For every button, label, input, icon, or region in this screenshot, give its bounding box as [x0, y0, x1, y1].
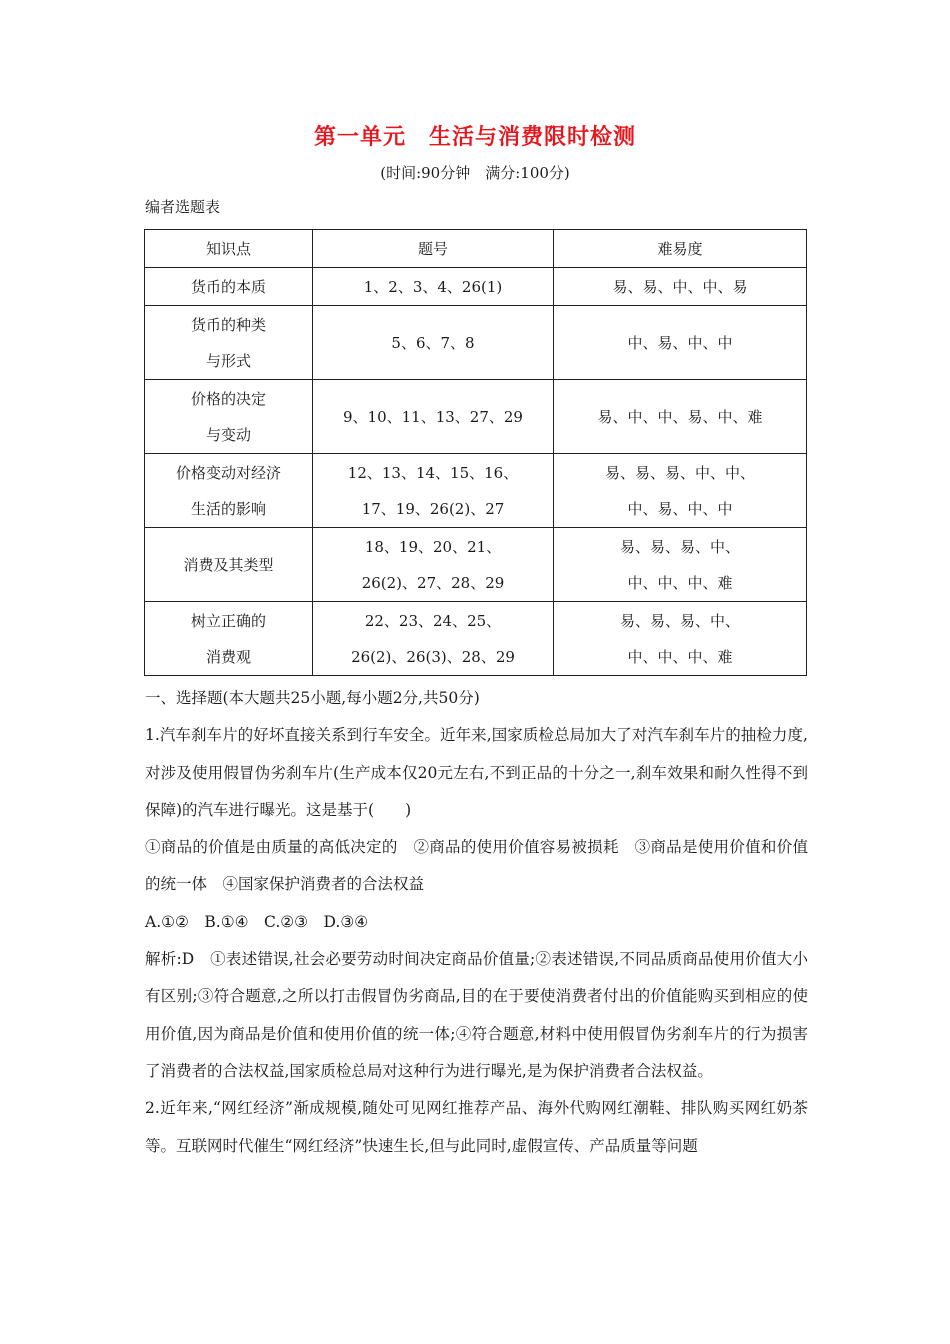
question-numbers-cell-line: 22、23、24、25、: [364, 611, 502, 630]
table-row: [145, 454, 807, 528]
topic-cell: [145, 602, 313, 676]
table-body: [145, 268, 807, 676]
difficulty-cell-line: 易、易、中、中、易: [612, 277, 748, 296]
table-row: [145, 602, 807, 676]
difficulty-cell: [554, 306, 807, 380]
difficulty-cell-line: 易、易、易、中、: [619, 537, 740, 556]
question-numbers-cell-line: 9、10、11、13、27、29: [343, 407, 523, 426]
difficulty-cell-line: 中、中、中、难: [627, 647, 733, 666]
topic-cell-line: 与形式: [205, 351, 251, 370]
topic-cell-line: 与变动: [205, 425, 251, 444]
question-numbers-cell-line: 18、19、20、21、: [364, 537, 502, 556]
header-questions: 题号: [313, 230, 554, 268]
difficulty-cell: [554, 528, 807, 602]
difficulty-cell-line: 中、易、中、中: [627, 333, 733, 352]
question-numbers-cell: [313, 268, 554, 306]
difficulty-cell: [554, 454, 807, 528]
page-title: 第一单元 生活与消费限时检测: [313, 125, 636, 150]
question-content: [145, 680, 808, 1165]
question-numbers-cell-line: 26(2)、26(3)、28、29: [351, 647, 515, 666]
header-difficulty: 难易度: [554, 230, 807, 268]
question-selection-table: [144, 229, 807, 676]
question-numbers-cell: [313, 380, 554, 454]
question-numbers-cell: [313, 602, 554, 676]
difficulty-cell-line: 易、易、易、中、: [619, 611, 740, 630]
table-row: [145, 268, 807, 306]
question-1-options: A.①② B.①④ C.②③ D.③④: [145, 912, 369, 931]
question-1-statements: ①商品的价值是由质量的高低决定的 ②商品的使用价值容易被损耗 ③商品是使用价值和价值的统一体 ④国家保护消费者的合法权益: [145, 838, 808, 894]
difficulty-cell-line: 中、中、中、难: [627, 573, 733, 592]
table-caption: 编者选题表: [145, 198, 221, 216]
question-numbers-cell-line: 17、19、26(2)、27: [361, 499, 505, 518]
topic-cell: [145, 306, 313, 380]
header-topic: 知识点: [145, 230, 313, 268]
topic-cell: [145, 454, 313, 528]
difficulty-cell-line: 中、易、中、中: [627, 499, 733, 518]
topic-cell-line: 价格变动对经济: [175, 463, 281, 482]
table-header-row: [145, 230, 807, 268]
question-1-stem: 1.汽车刹车片的好坏直接关系到行车安全。近年来,国家质检总局加大了对汽车刹车片的抽检力度,对涉及使用假冒伪劣刹车片(生产成本仅20元左右,不到正品的十分之一,刹车效果和耐久性得不到保障)的汽车进行曝光。这是基于( ): [145, 726, 808, 819]
question-numbers-cell: [313, 454, 554, 528]
topic-cell-line: 货币的本质: [190, 277, 266, 296]
question-numbers-cell-line: 1、2、3、4、26(1): [363, 277, 503, 296]
topic-cell: [145, 528, 313, 602]
topic-cell: [145, 268, 313, 306]
table-row: [145, 306, 807, 380]
topic-cell: [145, 380, 313, 454]
difficulty-cell: [554, 602, 807, 676]
topic-cell-line: 生活的影响: [190, 499, 266, 518]
question-numbers-cell-line: 12、13、14、15、16、: [347, 463, 519, 482]
question-1-analysis: 解析:D ①表述错误,社会必要劳动时间决定商品价值量;②表述错误,不同品质商品使用价值大小有区别;③符合题意,之所以打击假冒伪劣商品,目的在于要使消费者付出的价值能购买到相应的使用价值,因为商品是价值和使用价值的统一体;④符合题意,材料中使用假冒伪劣刹车片的行为损害了消费者的合法权益,国家质检总局对这种行为进行曝光,是为保护消费者合法权益。: [145, 950, 808, 1080]
topic-cell-line: 消费观: [205, 647, 251, 666]
difficulty-cell-line: 易、易、易、中、中、: [604, 463, 755, 482]
topic-cell-line: 消费及其类型: [183, 555, 274, 574]
question-numbers-cell: [313, 528, 554, 602]
exam-time-score: (时间:90分钟 满分:100分): [380, 164, 570, 182]
difficulty-cell: [554, 268, 807, 306]
question-numbers-cell: [313, 306, 554, 380]
topic-cell-line: 树立正确的: [190, 611, 266, 630]
topic-cell-line: 货币的种类: [190, 315, 266, 334]
difficulty-cell-line: 易、中、中、易、中、难: [597, 407, 763, 426]
table-row: [145, 528, 807, 602]
question-2-stem: 2.近年来,“网红经济”渐成规模,随处可见网红推荐产品、海外代购网红潮鞋、排队购买网红奶茶等。互联网时代催生“网红经济”快速生长,但与此同时,虚假宣传、产品质量等问题: [145, 1099, 808, 1155]
question-numbers-cell-line: 26(2)、27、28、29: [361, 573, 505, 592]
question-numbers-cell-line: 5、6、7、8: [391, 333, 475, 352]
section-heading: 一、选择题(本大题共25小题,每小题2分,共50分): [145, 689, 480, 707]
table-row: [145, 380, 807, 454]
difficulty-cell: [554, 380, 807, 454]
topic-cell-line: 价格的决定: [190, 389, 266, 408]
